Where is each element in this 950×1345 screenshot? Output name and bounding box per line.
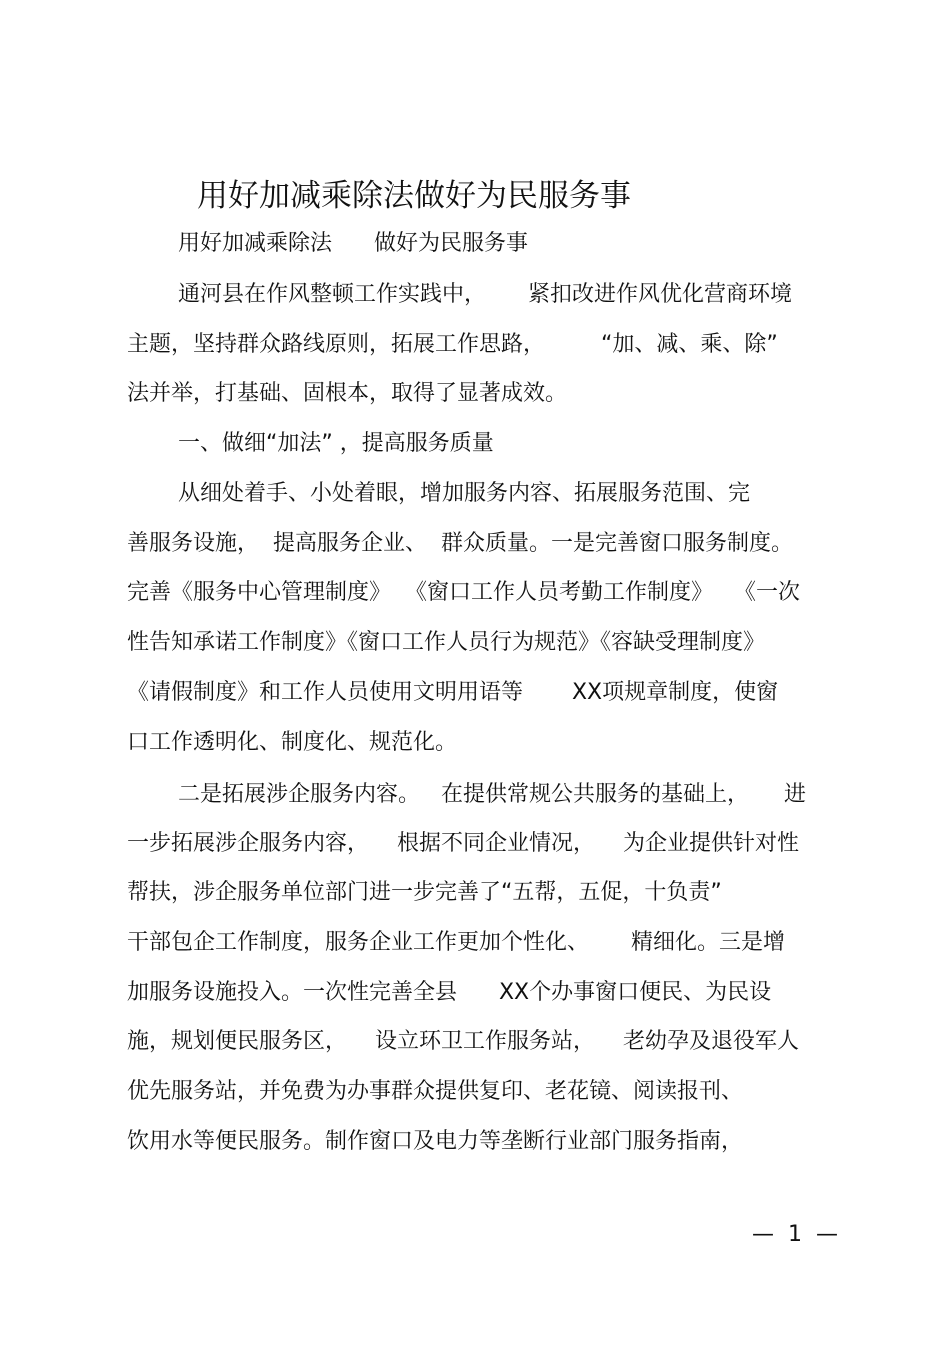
section-heading: 一、做细“加法” ，提高服务质量 [178,431,494,456]
paragraph-line: 干部包企工作制度，服务企业工作更加个性化、 精细化。三是增 [127,930,785,955]
paragraph-line: 口工作透明化、制度化、规范化。 [127,730,458,755]
paragraph-line: 主题，坚持群众路线原则，拓展工作思路， “加、减、乘、除” [127,332,778,357]
paragraph-line: 《请假制度》和工作人员使用文明用语等 XX项规章制度，使窗 [127,680,779,705]
paragraph-line: 善服务设施， 提高服务企业、 群众质量。一是完善窗口服务制度。 [127,531,793,556]
subtitle-line: 用好加减乘除法 做好为民服务事 [178,231,528,256]
paragraph-line: 优先服务站，并免费为办事群众提供复印、老花镜、阅读报刊、 [127,1079,744,1104]
paragraph-line: 性告知承诺工作制度》《窗口工作人员行为规范》《容缺受理制度》 [127,630,766,655]
paragraph-line: 完善《服务中心管理制度》 《窗口工作人员考勤工作制度》 《一次 [127,580,800,605]
paragraph-line: 一步拓展涉企服务内容， 根据不同企业情况， 为企业提供针对性 [127,831,799,856]
paragraph-line: 通河县在作风整顿工作实践中， 紧扣改进作风优化营商环境 [178,282,792,307]
paragraph-line: 施，规划便民服务区， 设立环卫工作服务站， 老幼孕及退役军人 [127,1029,799,1054]
paragraph-line: 法并举，打基础、固根本，取得了显著成效。 [127,381,568,406]
document-title: 用好加减乘除法做好为民服务事 [197,178,631,214]
paragraph-line: 帮扶，涉企服务单位部门进一步完善了“五帮，五促，十负责” [127,880,722,905]
paragraph-line: 二是拓展涉企服务内容。 在提供常规公共服务的基础上， 进 [178,782,806,807]
paragraph-line: 饮用水等便民服务。制作窗口及电力等垄断行业部门服务指南， [127,1129,744,1154]
paragraph-line: 从细处着手、小处着眼，增加服务内容、拓展服务范围、完 [178,481,751,506]
page-number: — 1 — [752,1222,838,1247]
paragraph-line: 加服务设施投入。一次性完善全县 XX个办事窗口便民、为民设 [127,980,772,1005]
